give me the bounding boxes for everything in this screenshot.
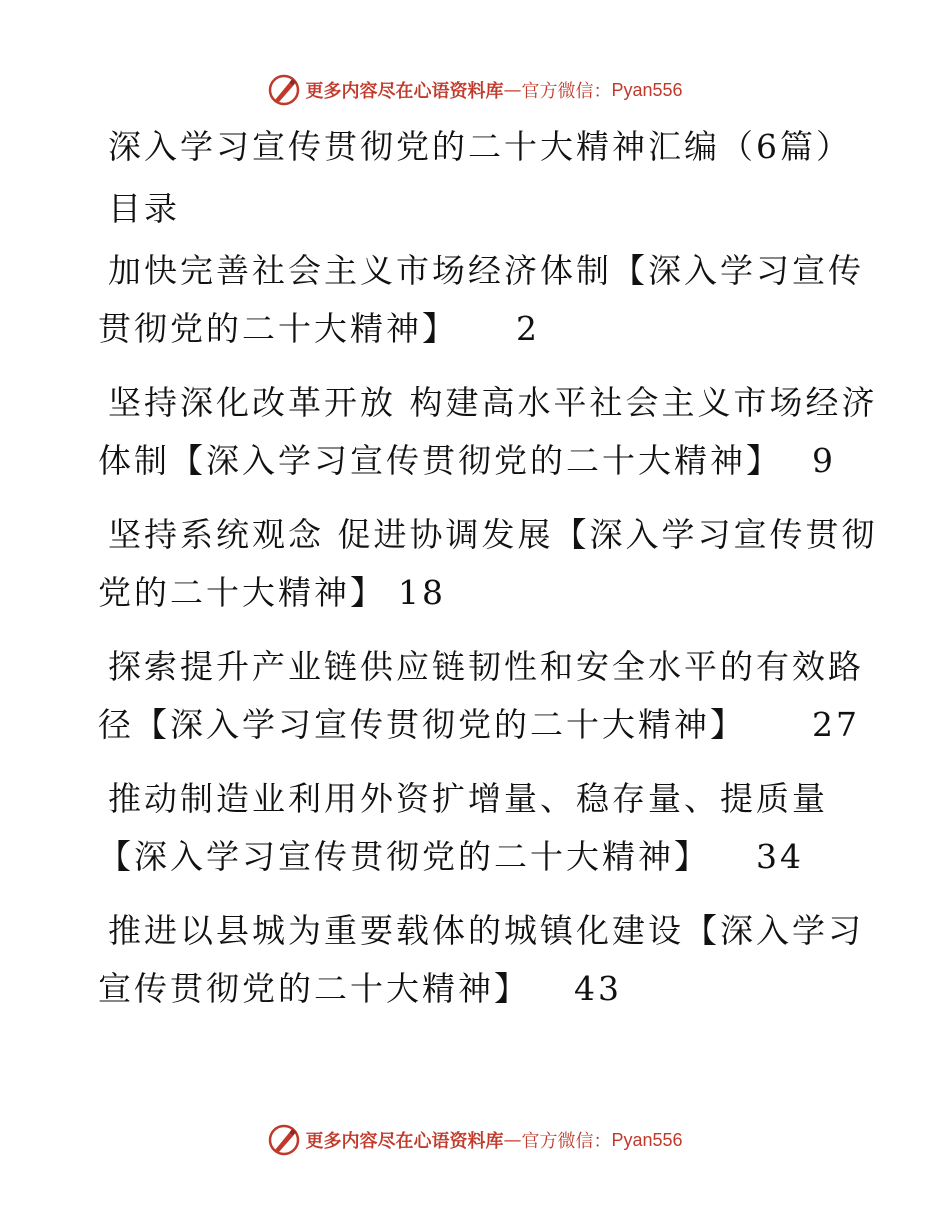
toc-entry-page-number: 43	[574, 969, 622, 1008]
toc-entry-page-number: 27	[812, 705, 860, 744]
pen-logo-icon	[267, 1123, 301, 1157]
toc-entry-title-line2	[98, 432, 858, 490]
document-title: 深入学习宣传贯彻党的二十大精神汇编（6篇）	[108, 127, 852, 166]
pen-logo-icon	[267, 73, 301, 107]
banner-brand-text: 更多内容尽在心语资料库	[305, 81, 504, 102]
toc-entry-title-line2	[98, 564, 858, 622]
toc-entry[interactable]	[98, 242, 864, 358]
banner-contact-label: 官方微信：	[521, 1131, 612, 1152]
toc-heading: 目录	[108, 189, 180, 228]
watermark-banner-top	[0, 70, 950, 110]
toc-entry-page-number: 34	[756, 837, 804, 876]
watermark-banner-bottom	[0, 1120, 950, 1160]
toc-entry-page-number: 2	[516, 309, 540, 348]
toc-entry[interactable]	[98, 770, 858, 886]
banner-separator: —	[503, 1129, 522, 1151]
banner-contact-label: 官方微信：	[521, 81, 612, 102]
toc-entry-title-line1: 加快完善社会主义市场经济体制【深入学习宣传	[108, 251, 864, 290]
toc-entry-title-line2-text: 【深入学习宣传贯彻党的二十大精神】	[98, 837, 710, 876]
toc-entry-title-line2	[98, 300, 858, 358]
toc-entry-title-line2-text: 径【深入学习宣传贯彻党的二十大精神】	[98, 705, 746, 744]
toc-entry[interactable]	[98, 374, 878, 490]
document-body	[98, 118, 878, 1034]
banner-account: Pyan556	[611, 79, 683, 100]
banner-account: Pyan556	[611, 1129, 683, 1150]
toc-entry[interactable]	[98, 902, 864, 1018]
toc-entry-title-line1: 坚持深化改革开放 构建高水平社会主义市场经济	[108, 383, 878, 422]
toc-entry-title-line2-text: 宣传贯彻党的二十大精神】	[98, 969, 530, 1008]
toc-list	[98, 242, 878, 1018]
toc-entry-page-number: 18	[398, 573, 446, 612]
toc-entry-title-line1: 推进以县城为重要载体的城镇化建设【深入学习	[108, 911, 864, 950]
toc-entry-title-line2	[98, 960, 858, 1018]
toc-entry-title-line2-text: 体制【深入学习宣传贯彻党的二十大精神】	[98, 441, 782, 480]
toc-entry-title-line2-text: 贯彻党的二十大精神】	[98, 309, 458, 348]
toc-entry-title-line2-text: 党的二十大精神】	[98, 573, 386, 612]
toc-entry-title-line1: 坚持系统观念 促进协调发展【深入学习宣传贯彻	[108, 515, 878, 554]
toc-entry-page-number: 9	[812, 441, 836, 480]
banner-brand-text: 更多内容尽在心语资料库	[305, 1131, 504, 1152]
banner-separator: —	[503, 79, 522, 101]
toc-entry-title-line1: 探索提升产业链供应链韧性和安全水平的有效路	[108, 647, 864, 686]
toc-entry-title-line2	[98, 828, 858, 886]
toc-entry[interactable]	[98, 506, 878, 622]
toc-entry-title-line1: 推动制造业利用外资扩增量、稳存量、提质量	[108, 779, 828, 818]
toc-entry[interactable]	[98, 638, 864, 754]
toc-entry-title-line2	[98, 696, 858, 754]
